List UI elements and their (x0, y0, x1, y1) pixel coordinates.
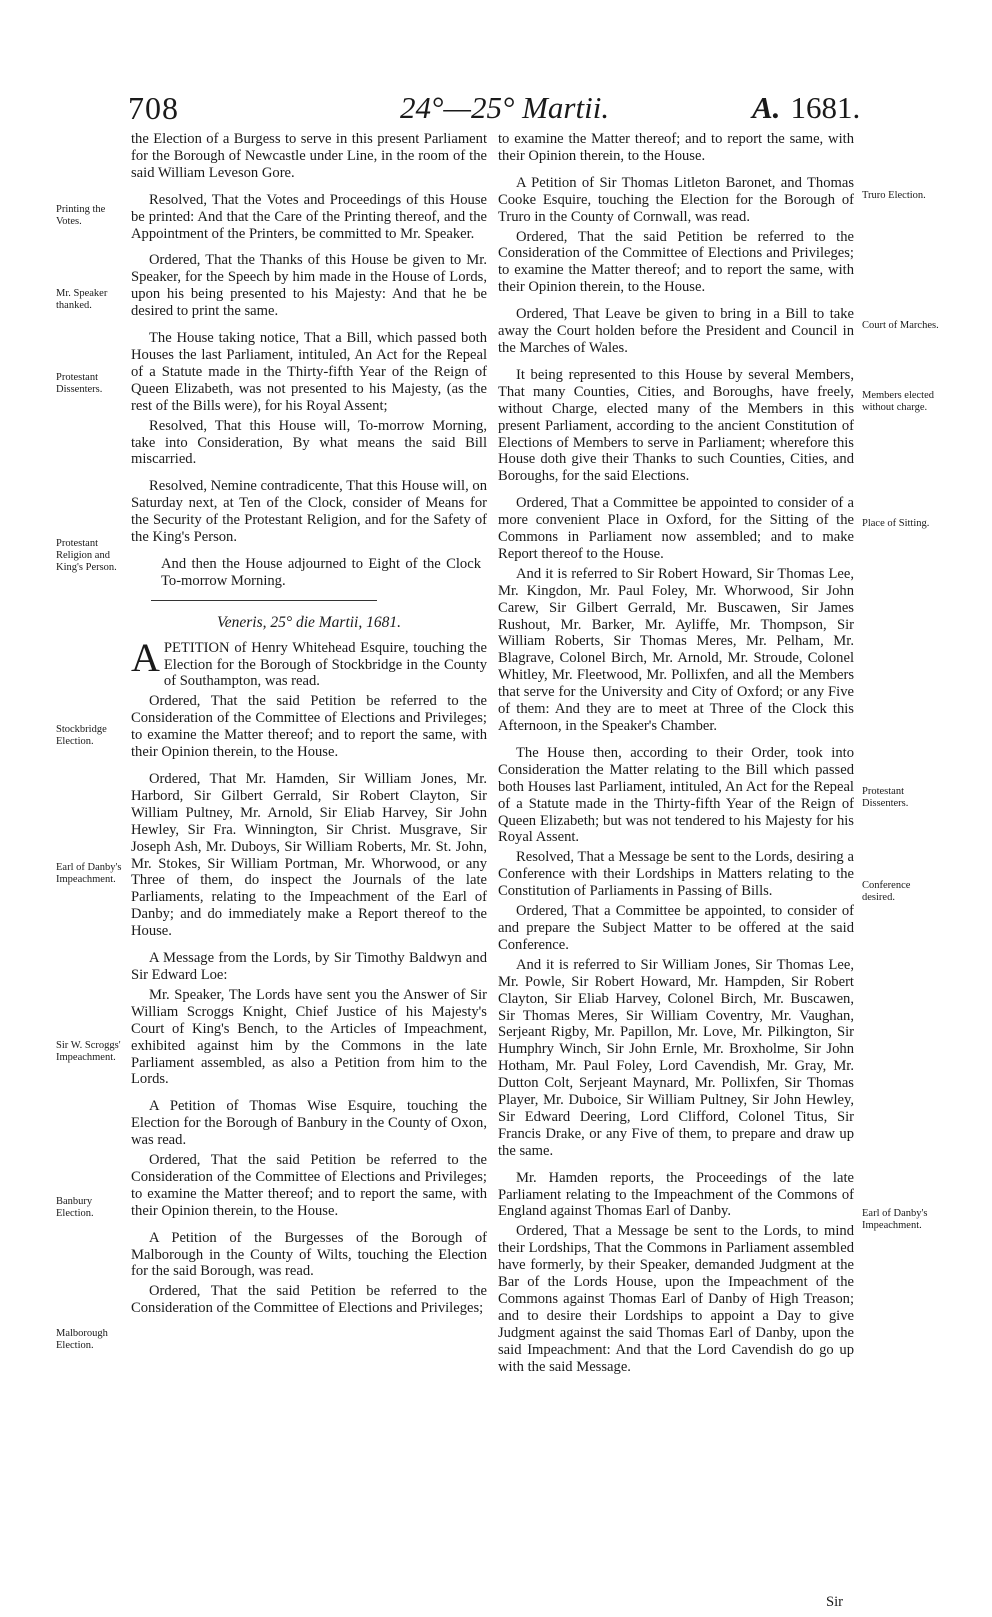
margin-note-place-of-sitting: Place of Sitting. (862, 518, 930, 529)
margin-note-speaker-thanked: Mr. Speaker thanked. (56, 288, 108, 311)
page-header (0, 84, 992, 134)
page-number: 708 (128, 90, 179, 126)
paragraph: A Petition of the Burgesses of the Borough of Malborough in the County of Wilts, touching the Election for the said Borough, was read. (131, 1229, 487, 1280)
right-column (498, 131, 854, 1379)
paragraph (131, 634, 487, 691)
margin-note-banbury-election: Banbury Election. (56, 1196, 94, 1219)
paragraph: Ordered, That the said Petition be referred to the Consideration of the Committee of Elections and Privileges; (131, 1283, 487, 1317)
paragraph: And it is referred to Sir Robert Howard, Sir Thomas Lee, Mr. Kingdon, Mr. Paul Foley, Mr. Whorwood, Sir John Carew, Sir Gilbert Gerrald, Mr. Buscawen, Sir James Rushout, Mr. Barker, Mr. Ayliffe, Mr. Thompson, Sir William Roberts, Sir Thomas Meres, Mr. Pelham, Mr. Blagrave, Colonel Birch, Mr. Arnold, Mr. Stroude, Colonel Whitley, Mr. Fleetwood, Mr. Pollixfen, and all the Members that serve for the University and City of Oxford; or any Five of them: And they are to meet at Three of the Clock this Afternoon, in the Speaker's Chamber. (498, 565, 854, 734)
paragraph: the Election of a Burgess to serve in this present Parliament for the Borough of Newcastle under Line, in the room of the said William Leveson Gore. (131, 131, 487, 181)
paragraph: Ordered, That the Thanks of this House be given to Mr. Speaker, for the Speech by him made in the House of Lords, upon his being presented to his Majesty: And that he be desired to print the same. (131, 252, 487, 320)
margin-note-protestant-religion: Protestant Religion and King's Person. (56, 538, 117, 573)
paragraph: Resolved, That the Votes and Proceedings of this House be printed: And that the Care of the Printing thereof, and the Appointment of the Printers, be committed to Mr. Speaker. (131, 191, 487, 242)
year-prefix: A. (752, 90, 781, 125)
paragraph: Ordered, That the said Petition be referred to the Consideration of the Committee of Elections and Privileges; to examine the Matter thereof; and to report the same, with their Opinion therein, to the House. (131, 1152, 487, 1219)
paragraph: Ordered, That the said Petition be referred to the Consideration of the Committee of Elections and Privileges; to examine the Matter thereof; and to report the same, with their Opinion therein, to the House. (131, 693, 487, 761)
margin-note-stockbridge-election: Stockbridge Election. (56, 724, 107, 747)
margin-note-members-elected: Members elected without charge. (862, 390, 935, 413)
margin-note-malborough-election: Malborough Election. (56, 1328, 108, 1351)
paragraph: Ordered, That a Committee be appointed to consider of a more convenient Place in Oxford, for the Sitting of the Commons in Parliament now assembled; and to make Report thereof to the House. (498, 495, 854, 562)
paragraph: Mr. Speaker, The Lords have sent you the Answer of Sir William Scroggs Knight, Chief Justice of his Majesty's Court of King's Bench, to the Articles of Impeachment, exhibited against him by the Commons in the late Parliament assembled, as also a Petition from him to the Lords. (131, 986, 487, 1088)
paragraph: Mr. Hamden reports, the Proceedings of the late Parliament relating to the Impeachment of the Commons of England against Thomas Earl of Danby. (498, 1169, 854, 1220)
catchword: Sir (826, 1594, 844, 1610)
margin-note-court-of-marches: Court of Marches. (862, 320, 939, 331)
paragraph: Resolved, That this House will, To-morrow Morning, take into Consideration, By what means the said Bill miscarried. (131, 417, 487, 468)
paragraph: Resolved, Nemine contradicente, That this House will, on Saturday next, at Ten of the Clock, consider of Means for the Security of the Protestant Religion, and for the Safety of the King's Person. (131, 478, 487, 546)
margin-note-earl-of-danby-right: Earl of Danby's Impeachment. (862, 1208, 928, 1231)
paragraph: Ordered, That the said Petition be referred to the Consideration of the Committee of Elections and Privileges; to examine the Matter thereof; and to report the same, with their Opinion therein, to the House. (498, 228, 854, 296)
paragraph: Ordered, That Leave be given to bring in a Bill to take away the Court holden before the President and Council in the Marches of Wales. (498, 306, 854, 356)
margin-note-printing-votes: Printing the Votes. (56, 204, 106, 227)
paragraph: And it is referred to Sir William Jones, Sir Thomas Lee, Mr. Powle, Sir Robert Howard, Mr. Hampden, Sir Robert Clayton, Sir Eliab Harvey, Colonel Birch, Mr. Buscawen, Sir Thomas Meres, Sir William Coventry, Mr. Vaughan, Serjeant Rigby, Mr. Papillon, Mr. Love, Mr. Pilkington, Sir Humphry Winch, Sir John Ernle, Mr. Broxholme, Sir John Hotham, Mr. Paul Foley, Lord Cavendish, Mr. Gray, Mr. Dutton Colt, Serjeant Maynard, Mr. Pollixfen, Sir Thomas Player, Mr. Duboice, Sir William Pultney, Sir John Hewley, Sir Edward Deering, Lord Clifford, Colonel Titus, Sir Francis Drake, or any Five of them, to prepare and draw up the same. (498, 956, 854, 1159)
adjournment: And then the House adjourned to Eight of the Clock To-morrow Morning. (161, 555, 481, 589)
margin-note-protestant-dissenters: Protestant Dissenters. (56, 372, 103, 395)
margin-note-earl-of-danby: Earl of Danby's Impeachment. (56, 862, 122, 885)
left-column (131, 131, 487, 1327)
date-range: 24°—25° Martii. (400, 90, 610, 125)
paragraph-text: PETITION of Henry Whitehead Esquire, touching the Election for the Borough of Stockbridge in the County of Southampton, was read. (163, 639, 487, 690)
day-heading: Veneris, 25° die Martii, 1681. (216, 613, 401, 631)
year-value: 1681. (790, 90, 861, 125)
paragraph: Ordered, That Mr. Hamden, Sir William Jones, Mr. Harbord, Sir Gilbert Gerrald, Sir Robert Clayton, Sir William Pultney, Mr. Arnold, Sir Eliab Harvey, Sir John Hewley, Sir Fra. Winnington, Sir Christ. Musgrave, Sir Joseph Ash, Mr. Duboys, Sir William Roberts, Mr. St. John, Mr. Stokes, Sir William Portman, Mr. Whorwood, or any Three of them, do inspect the Journals of the late Parliaments, relating to the Impeachment of the Earl of Danby; and do immediately make a Report thereof to the House. (131, 771, 487, 940)
paragraph: The House then, according to their Order, took into Consideration the Matter relating to the Bill which passed both Houses last Parliament, intituled, An Act for the Repeal of a Statute made in the Thirty-fifth Year of the Reign of Queen Elizabeth; but was not tendered to his Majesty for his Royal Assent. (498, 744, 854, 846)
paragraph: A Petition of Sir Thomas Litleton Baronet, and Thomas Cooke Esquire, touching the Election for the Borough of Truro in the County of Cornwall, was read. (498, 174, 854, 225)
margin-note-truro-election: Truro Election. (862, 190, 926, 201)
page-year (752, 90, 860, 126)
margin-note-protestant-dissenters-right: Protestant Dissenters. (862, 786, 909, 809)
section-divider (151, 600, 377, 601)
drop-capital: A (131, 634, 160, 680)
margin-note-conference-desired: Conference desired. (862, 880, 911, 903)
paragraph: A Message from the Lords, by Sir Timothy Baldwyn and Sir Edward Loe: (131, 950, 487, 983)
paragraph: A Petition of Thomas Wise Esquire, touching the Election for the Borough of Banbury in the County of Oxon, was read. (131, 1098, 487, 1149)
paragraph: Ordered, That a Committee be appointed, to consider of and prepare the Subject Matter to be offered at the said Conference. (498, 903, 854, 953)
paragraph: The House taking notice, That a Bill, which passed both Houses the last Parliament, intituled, An Act for the Repeal of a Statute made in the Thirty-fifth Year of the Reign of Queen Elizabeth, was not presented to his Majesty, (as the rest of the Bills were), for his Royal Assent; (131, 330, 487, 414)
paragraph: It being represented to this House by several Members, That many Counties, Cities, and Boroughs, have freely, without Charge, elected many of the Members in this present Parliament, according to the ancient Constitution of Elections of Members to serve in Parliament; wherefore this House doth give their Thanks to such Counties, Cities, and Boroughs, for the said Elections. (498, 366, 854, 485)
margin-note-scroggs-impeachment: Sir W. Scroggs' Impeachment. (56, 1040, 121, 1063)
paragraph: Ordered, That a Message be sent to the Lords, to mind their Lordships, That the Commons in Parliament assembled have formerly, by their Speaker, demanded Judgment at the Bar of the Lords House, upon the Impeachment of the Commons against Thomas Earl of Danby of High Treason; and to desire their Lordships to appoint a Day to give Judgment against the said Thomas Earl of Danby, upon the said Impeachment: And that the Lord Cavendish do go up with the said Message. (498, 1223, 854, 1375)
paragraph: Resolved, That a Message be sent to the Lords, desiring a Conference with their Lordships in Matters relating to the Constitution of Parliaments in Passing of Bills. (498, 849, 854, 900)
paragraph: to examine the Matter thereof; and to report the same, with their Opinion therein, to the House. (498, 131, 854, 164)
